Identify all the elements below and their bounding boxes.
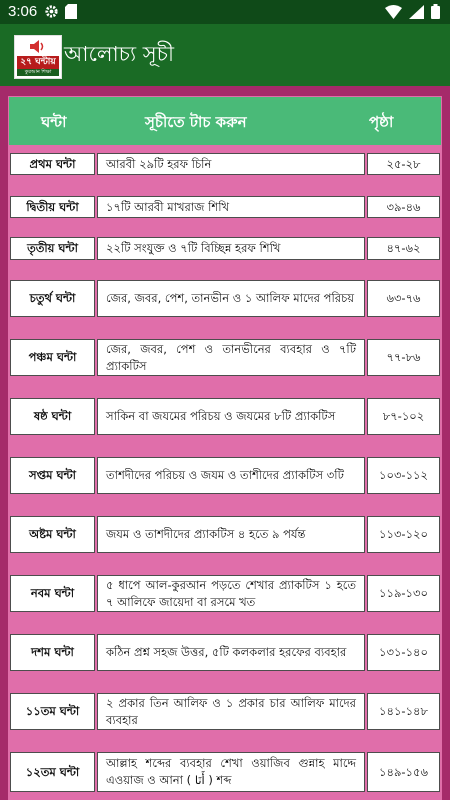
- topic-cell: তাশদীদের পরিচয় ও জযম ও তাশীদের প্র্যাকটিস ৩টি: [97, 457, 365, 494]
- table-row[interactable]: [9, 280, 441, 317]
- page-range-cell: ১০৩-১১২: [367, 457, 440, 494]
- topic-cell: জযম ও তাশদীদের প্র্যাকটিস ৪ হতে ৯ পর্যন্ত: [97, 516, 365, 553]
- topic-cell: কঠিন প্রশ্ন সহজ উত্তর, ৫টি কলকলার হরফের ব্যবহার: [97, 634, 365, 671]
- topic-cell: ১৭টি আরবী মাখরাজ শিখি: [97, 196, 365, 218]
- table-row[interactable]: [9, 339, 441, 376]
- content-area: [0, 86, 450, 800]
- toc-table: [8, 96, 442, 800]
- topic-cell: ২২টি সংযুক্ত ও ৭টি বিচ্ছিন্ন হরফ শিখি: [97, 237, 365, 260]
- hour-cell: অষ্টম ঘন্টা: [10, 516, 95, 553]
- topic-cell: আরবী ২৯টি হরফ চিনি: [97, 153, 365, 175]
- signal-icon: [409, 5, 424, 19]
- table-row[interactable]: [9, 516, 441, 553]
- page-title: আলোচ্য সূচী: [64, 42, 174, 66]
- hour-cell: পঞ্চম ঘন্টা: [10, 339, 95, 376]
- hour-cell: ষষ্ঠ ঘন্টা: [10, 398, 95, 435]
- topic-cell: আল্লাহ শব্দের ব্যবহার শেখা ওয়াজিব গুন্নাহ মাদ্দে এওয়াজ ও আনা ( أَنَا ) শব্দ: [97, 752, 365, 792]
- hour-cell: দশম ঘন্টা: [10, 634, 95, 671]
- page-range-cell: ১৪১-১৪৮: [367, 693, 440, 730]
- header-page: পৃষ্ঠা: [369, 113, 394, 131]
- hour-cell: ১১তম ঘন্টা: [10, 693, 95, 730]
- hour-cell: নবম ঘন্টা: [10, 575, 95, 612]
- table-row[interactable]: [9, 575, 441, 612]
- table-header: [9, 97, 441, 145]
- page-range-cell: ১৪৯-১৫৬: [367, 752, 440, 792]
- hour-cell: ১২তম ঘন্টা: [10, 752, 95, 792]
- topic-cell: সাকিন বা জযমের পরিচয় ও জযমের ৮টি প্র্যাকটিস: [97, 398, 365, 435]
- status-bar: [0, 0, 450, 24]
- table-row[interactable]: [9, 237, 441, 260]
- page-range-cell: ৭৭-৮৬: [367, 339, 440, 376]
- status-time: 3:06: [8, 3, 38, 20]
- speaker-icon: [29, 39, 47, 54]
- topic-cell: ২ প্রকার তিন আলিফ ও ১ প্রকার চার আলিফ মাদের ব্যবহার: [97, 693, 365, 730]
- header-hour: ঘন্টা: [41, 113, 67, 131]
- app-logo: [14, 35, 62, 79]
- hour-cell: তৃতীয় ঘন্টা: [10, 237, 95, 260]
- page-range-cell: ১১৩-১২০: [367, 516, 440, 553]
- topic-cell: জের, জবর, পেশ, তানভীন ও ১ আলিফ মাদের পরিচয়: [97, 280, 365, 317]
- sd-card-icon: [65, 4, 77, 19]
- table-row[interactable]: [9, 398, 441, 435]
- page-range-cell: ২৫-২৮: [367, 153, 440, 175]
- hour-cell: দ্বিতীয় ঘন্টা: [10, 196, 95, 218]
- hour-cell: প্রথম ঘন্টা: [10, 153, 95, 175]
- hour-cell: চতুর্থ ঘন্টা: [10, 280, 95, 317]
- page-range-cell: ১৩১-১৪০: [367, 634, 440, 671]
- header-topic: সূচীতে টাচ করুন: [145, 113, 247, 131]
- hour-cell: সপ্তম ঘন্টা: [10, 457, 95, 494]
- table-row[interactable]: [9, 457, 441, 494]
- logo-text: ২৭ ঘন্টায়: [17, 56, 59, 69]
- table-row[interactable]: [9, 153, 441, 175]
- page-range-cell: ৮৭-১০২: [367, 398, 440, 435]
- page-range-cell: ১১৯-১৩০: [367, 575, 440, 612]
- wifi-icon: [385, 5, 402, 19]
- topic-cell: ৫ ধাপে আল-কুরআন পড়তে শেখার প্র্যাকটিস ১ হতে ৭ আলিফে জায়েদা বা রসমে খত: [97, 575, 365, 612]
- table-row[interactable]: [9, 752, 441, 792]
- topic-cell: জের, জবর, পেশ ও তানভীনের ব্যবহার ও ৭টি প্র্যাকটিস: [97, 339, 365, 376]
- app-bar: [0, 24, 450, 86]
- table-row[interactable]: [9, 634, 441, 671]
- gear-icon: [44, 4, 59, 19]
- battery-icon: [431, 4, 440, 19]
- page-range-cell: ৬৩-৭৬: [367, 280, 440, 317]
- table-row[interactable]: [9, 196, 441, 218]
- page-range-cell: ৪৭-৬২: [367, 237, 440, 260]
- page-range-cell: ৩৯-৪৬: [367, 196, 440, 218]
- table-row[interactable]: [9, 693, 441, 730]
- logo-subtext: কুরআন শিক্ষা: [17, 69, 59, 76]
